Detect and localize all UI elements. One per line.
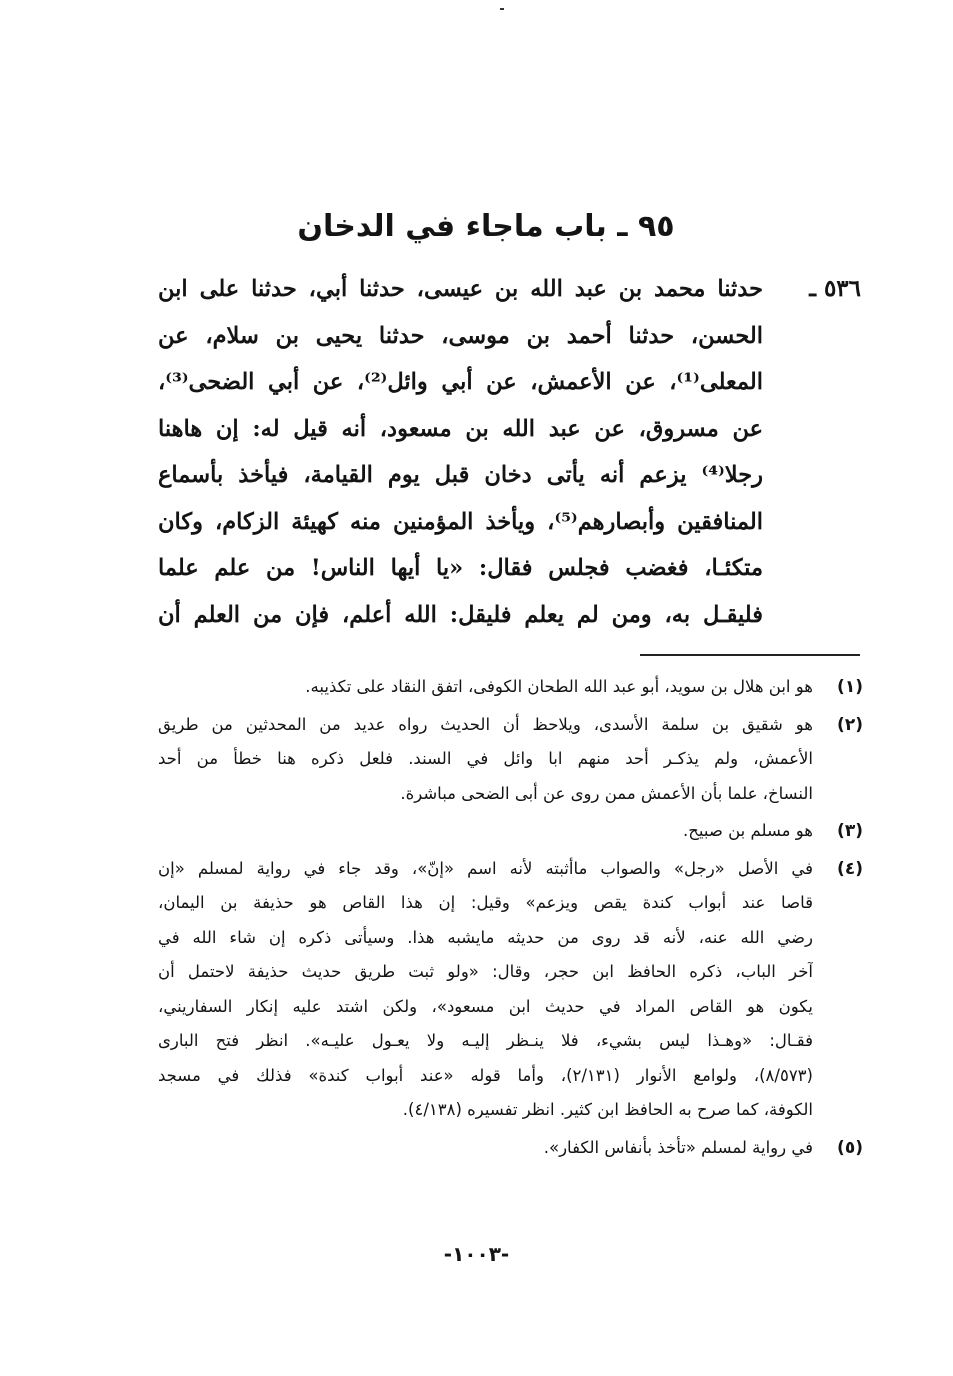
hadith-line: رجلا⁽⁴⁾ يزعم أنه يأتى دخان قبل يوم القيامة، فيأخذ بأسماع: [158, 462, 763, 488]
footnote-line: الكوفة، كما صرح به الحافظ ابن كثير. انظر تفسيره (٤/١٣٨).: [402, 1100, 813, 1119]
page-number: -١٠٠٣-: [443, 1242, 510, 1266]
footnote-line: قاصا عند أبواب كندة يقص ويزعم» وقيل: إن هذا القاص هو حذيفة بن اليمان،: [158, 893, 813, 912]
footnote-3: [158, 814, 863, 849]
footnotes: [158, 670, 863, 1168]
footnote-separator: [640, 654, 860, 656]
print-speck: [500, 8, 504, 10]
footnote-marker: (٥): [837, 1137, 863, 1158]
footnote-line: في رواية لمسلم «تأخذ بأنفاس الكفار».: [543, 1137, 813, 1157]
footnote-marker: (٣): [837, 821, 863, 841]
footnote-line: فقـال: «وهـذا ليس بشيء، فلا ينـظر إليـه ولا يعـول عليـه». انظر فتح البارى: [158, 1031, 813, 1050]
hadith-line: الحسن، حدثنا أحمد بن موسى، حدثنا يحيى بن سلام، عن: [158, 322, 763, 349]
footnote-line: النساخ، علما بأن الأعمش ممن روى عن أبى الضحى مباشرة.: [400, 783, 813, 803]
footnote-1: [158, 670, 863, 705]
footnote-line: الأعمش، ولم يذكـر أحد منهم ابا وائل في السند. فلعل ذكره هنا خطأ من أحد: [158, 749, 813, 768]
chapter-heading: ٩٥ ـ باب ماجاء في الدخان: [297, 209, 675, 244]
footnote-line: آخر الباب، ذكره الحافظ ابن حجر، وقال: «ولو ثبت طريق حديث حذيفة لاحتمل أن: [158, 962, 813, 981]
hadith-line: المنافقين وأبصارهم⁽⁵⁾، ويأخذ المؤمنين منه كهيئة الزكام، وكان: [158, 508, 763, 535]
footnote-line: (٨/٥٧٣)، ولوامع الأنوار (٢/١٣١)، وأما قوله «عند أبواب كندة» فذلك في مسجد: [158, 1065, 813, 1085]
hadith-line: عن مسروق، عن عبد الله بن مسعود، أنه قيل له: إن هاهنا: [158, 415, 763, 442]
footnote-line: هو شقيق بن سلمة الأسدى، ويلاحظ أن الحديث رواه عديد من المحدثين من طريق: [158, 714, 813, 734]
hadith-text: [158, 266, 763, 638]
footnote-5: [158, 1131, 863, 1166]
hadith-line: حدثنا محمد بن عبد الله بن عيسى، حدثنا أبي، حدثنا على ابن: [158, 276, 763, 302]
hadith-number: ٥٣٦ ـ: [809, 275, 861, 302]
footnote-line: يكون هو القاص المراد في حديث ابن مسعود»، ولكن اشتد عليه إنكار السفاريني،: [158, 996, 813, 1016]
footnote-line: هو مسلم بن صبيح.: [683, 821, 813, 840]
footnote-marker: (٢): [837, 714, 863, 735]
footnote-marker: (٤): [837, 858, 863, 879]
footnote-2: [158, 708, 863, 812]
footnote-line: هو ابن هلال بن سويد، أبو عبد الله الطحان الكوفى، اتفق النقاد على تكذيبه.: [305, 677, 813, 696]
footnote-4: [158, 852, 863, 1128]
hadith-line: متكئـا، فغضب فجلس فقال: «يا أيها الناس! من علم علما: [158, 555, 763, 581]
hadith-line: المعلى⁽¹⁾، عن الأعمش، عن أبي وائل⁽²⁾، عن أبي الضحى⁽³⁾،: [158, 369, 763, 395]
footnote-line: في الأصل «رجل» والصواب ماأثبته لأنه اسم «إنّ»، وقد جاء في رواية لمسلم «إن: [158, 858, 813, 878]
hadith-line: فليقـل به، ومن لم يعلم فليقل: الله أعلم، فإن من العلم أن: [158, 601, 763, 628]
footnote-marker: (١): [837, 677, 863, 697]
footnote-line: رضي الله عنه، لأنه قد روى من حديثه مايشبه هذا. وسيأتى ذكره إن شاء الله في: [158, 927, 813, 947]
